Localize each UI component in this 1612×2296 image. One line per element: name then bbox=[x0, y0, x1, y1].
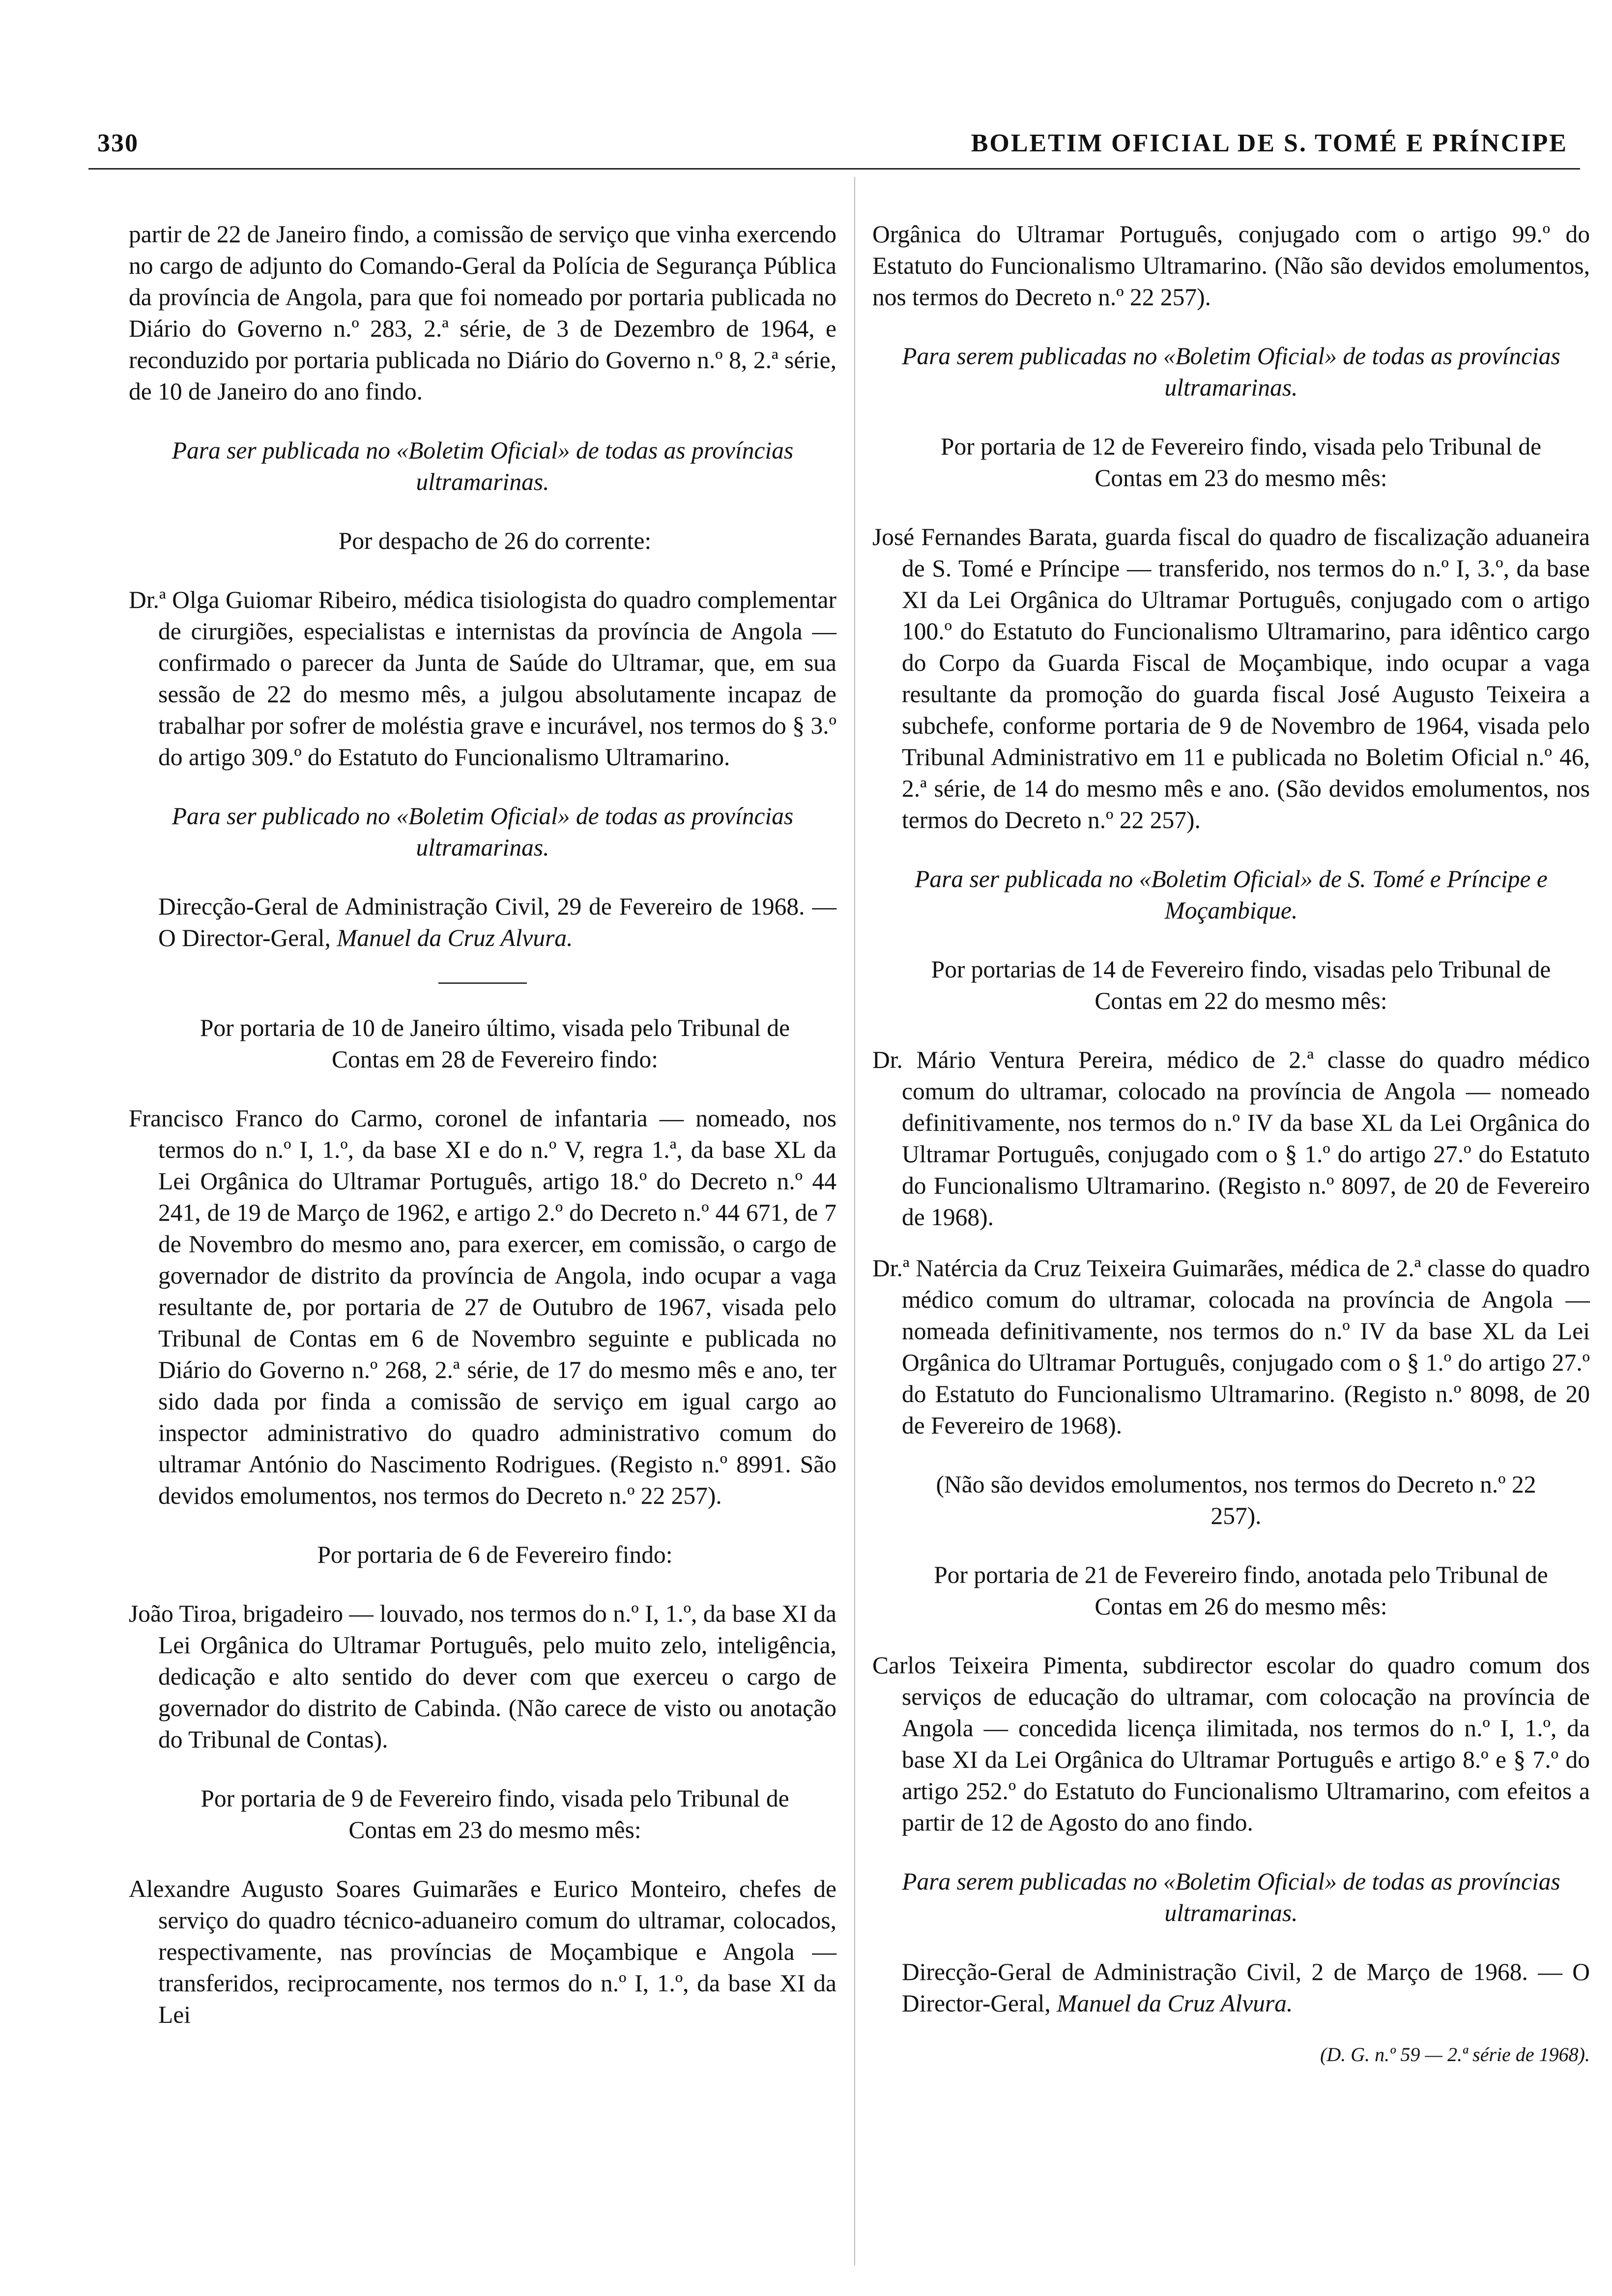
emoluments-note: (Não são devidos emolumentos, nos termos do Decreto n.º 22 257). bbox=[936, 1471, 1536, 1529]
order-heading: Por portaria de 10 de Janeiro último, visada pelo Tribunal de Contas em 28 de Fevereiro findo: bbox=[200, 1014, 790, 1073]
order-heading: Por portaria de 21 de Fevereiro findo, anotada pelo Tribunal de Contas em 26 do mesmo mês: bbox=[934, 1561, 1548, 1620]
order-heading: Por despacho de 26 do corrente: bbox=[338, 527, 652, 554]
publication-note: Para ser publicada no «Boletim Oficial» de S. Tomé e Príncipe e Moçambique. bbox=[915, 865, 1548, 924]
signature-name: Manuel da Cruz Alvura. bbox=[1057, 1990, 1293, 2017]
left-column bbox=[129, 219, 836, 2031]
paragraph: Dr. Mário Ventura Pereira, médico de 2.ª classe do quadro médico comum do ultramar, colocado na província de Angola — nomeado definitivamente, nos termos do n.º IV da base XL da Lei Orgânica do Ultramar Português, conjugado com o § 1.º do artigo 27.º do Estatuto do Funcionalismo Ultramarino. (Registo n.º 8097, de 20 de Fevereiro de 1968). bbox=[872, 1046, 1590, 1231]
order-heading: Por portaria de 9 de Fevereiro findo, visada pelo Tribunal de Contas em 23 do mesmo mês: bbox=[201, 1785, 789, 1843]
publication-note: Para serem publicadas no «Boletim Oficial» de todas as províncias ultramarinas. bbox=[902, 343, 1560, 401]
order-heading: Por portarias de 14 de Fevereiro findo, visadas pelo Tribunal de Contas em 22 do mesmo mês: bbox=[931, 956, 1551, 1014]
signature-text: Direcção-Geral de Administração Civil, 29 de Fevereiro de 1968. — O Director-Geral, bbox=[158, 893, 836, 951]
order-heading: Por portaria de 6 de Fevereiro findo: bbox=[317, 1541, 673, 1568]
paragraph: Dr.ª Natércia da Cruz Teixeira Guimarães, médica de 2.ª classe do quadro médico comum do ultramar, colocada na província de Angola — nomeada definitivamente, nos termos do n.º IV da base XL da Lei Orgânica do Ultramar Português, conjugado com o § 1.º do artigo 27.º do Estatuto do Funcionalismo Ultramarino. (Registo n.º 8098, de 20 de Fevereiro de 1968). bbox=[872, 1255, 1590, 1439]
publication-note: Para ser publicado no «Boletim Oficial» de todas as províncias ultramarinas. bbox=[172, 803, 794, 861]
paragraph: Alexandre Augusto Soares Guimarães e Eurico Monteiro, chefes de serviço do quadro técnico-aduaneiro comum do ultramar, colocados, respectivamente, nas províncias de Moçambique e Angola — transferidos, reciprocamente, nos termos do n.º I, 1.º, da base XI da Lei bbox=[129, 1875, 836, 2028]
header-rule bbox=[88, 168, 1580, 170]
paragraph: Dr.ª Olga Guiomar Ribeiro, médica tisiologista do quadro complementar de cirurgiões, especialistas e internistas da província de Angola — confirmado o parecer da Junta de Saúde do Ultramar, que, em sua sessão de 22 do mesmo mês, a julgou absolutamente incapaz de trabalhar por sofrer de moléstia grave e incurável, nos termos do § 3.º do artigo 309.º do Estatuto do Funcionalismo Ultramarino. bbox=[129, 586, 836, 771]
signature-block bbox=[129, 891, 836, 954]
order-heading: Por portaria de 12 de Fevereiro findo, visada pelo Tribunal de Contas em 23 do mesmo mês: bbox=[940, 433, 1542, 491]
paragraph: José Fernandes Barata, guarda fiscal do quadro de fiscalização aduaneira de S. Tomé e Príncipe — transferido, nos termos do n.º I, 3.º, da base XI da Lei Orgânica do Ultramar Português, conjugado com o artigo 100.º do Estatuto do Funcionalismo Ultramarino, para idêntico cargo do Corpo da Guarda Fiscal de Moçambique, indo ocupar a vaga resultante da promoção do guarda fiscal José Augusto Teixeira a subchefe, conforme portaria de 9 de Novembro de 1964, visada pelo Tribunal Administrativo em 11 e publicada no Boletim Oficial n.º 46, 2.ª série, de 14 do mesmo mês e ano. (São devidos emolumentos, nos termos do Decreto n.º 22 257). bbox=[872, 523, 1590, 833]
signature-name: Manuel da Cruz Alvura. bbox=[337, 924, 573, 951]
page-number: 330 bbox=[97, 129, 139, 157]
section-rule bbox=[438, 982, 527, 984]
signature-block bbox=[872, 1956, 1590, 2019]
running-head: BOLETIM OFICIAL DE S. TOMÉ E PRÍNCIPE bbox=[971, 129, 1568, 157]
paragraph: João Tiroa, brigadeiro — louvado, nos termos do n.º I, 1.º, da base XI da Lei Orgânica do Ultramar Português, pelo muito zelo, inteligência, dedicação e alto sentido do dever com que exerceu o cargo de governador do distrito de Cabinda. (Não carece de visto ou anotação do Tribunal de Contas). bbox=[129, 1600, 836, 1753]
publication-note: Para ser publicada no «Boletim Oficial» de todas as províncias ultramarinas. bbox=[172, 437, 794, 495]
paragraph: Carlos Teixeira Pimenta, subdirector escolar do quadro comum dos serviços de educação do ultramar, com colocação na província de Angola — concedida licença ilimitada, nos termos do n.º I, 1.º, da base XI da Lei Orgânica do Ultramar Português e artigo 8.º e § 7.º do artigo 252.º do Estatuto do Funcionalismo Ultramarino, com efeitos a partir de 12 de Agosto do ano findo. bbox=[872, 1652, 1590, 1836]
column-divider bbox=[854, 177, 855, 2266]
paragraph: Orgânica do Ultramar Português, conjugado com o artigo 99.º do Estatuto do Funcionalismo Ultramarino. (Não são devidos emolumentos, nos termos do Decreto n.º 22 257). bbox=[872, 221, 1590, 311]
source-reference: (D. G. n.º 59 — 2.ª série de 1968). bbox=[1320, 2043, 1590, 2066]
paragraph: partir de 22 de Janeiro findo, a comissão de serviço que vinha exercendo no cargo de adjunto do Comando-Geral da Polícia de Segurança Pública da província de Angola, para que foi nomeado por portaria publicada no Diário do Governo n.º 283, 2.ª série, de 3 de Dezembro de 1964, e reconduzido por portaria publicada no Diário do Governo n.º 8, 2.ª série, de 10 de Janeiro do ano findo. bbox=[129, 221, 836, 405]
right-column bbox=[872, 219, 1590, 2070]
publication-note: Para serem publicadas no «Boletim Oficial» de todas as províncias ultramarinas. bbox=[902, 1868, 1560, 1926]
paragraph: Francisco Franco do Carmo, coronel de infantaria — nomeado, nos termos do n.º I, 1.º, da base XI e do n.º V, regra 1.ª, da base XL da Lei Orgânica do Ultramar Português, artigo 18.º do Decreto n.º 44 241, de 19 de Março de 1962, e artigo 2.º do Decreto n.º 44 671, de 7 de Novembro do mesmo ano, para exercer, em comissão, o cargo de governador de distrito da província de Angola, indo ocupar a vaga resultante de, por portaria de 27 de Outubro de 1967, visada pelo Tribunal de Contas em 6 de Novembro seguinte e publicada no Diário do Governo n.º 268, 2.ª série, de 17 do mesmo mês e ano, ter sido dada por finda a comissão de serviço em igual cargo ao inspector administrativo do quadro administrativo comum do ultramar António do Nascimento Rodrigues. (Registo n.º 8991. São devidos emolumentos, nos termos do Decreto n.º 22 257). bbox=[129, 1105, 836, 1509]
signature-text: Direcção-Geral de Administração Civil, 2 de Março de 1968. — O Director-Geral, bbox=[902, 1958, 1590, 2017]
